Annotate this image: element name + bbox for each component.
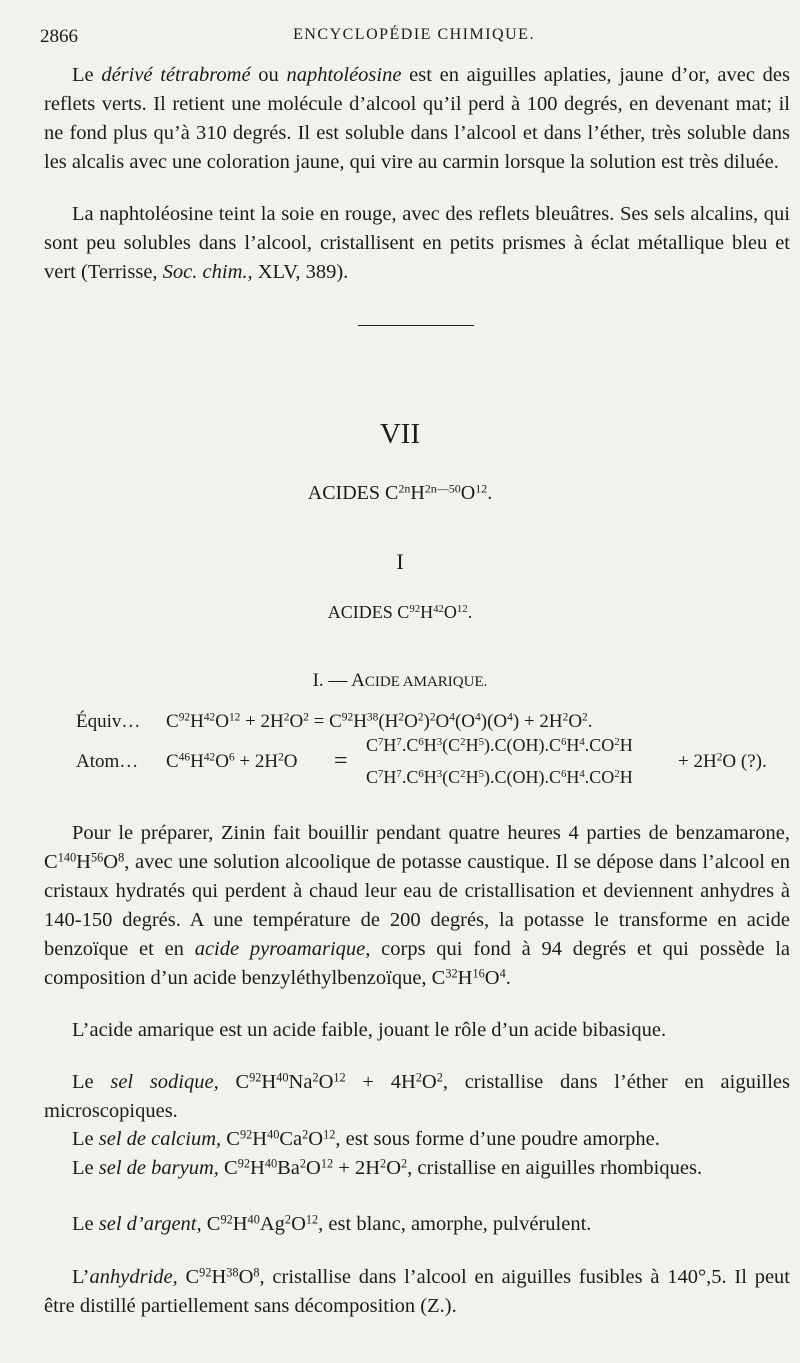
- equation-equiv-label: Équiv…: [76, 711, 141, 732]
- equation-atom-equals: =: [334, 748, 348, 774]
- paragraph-naphtoleosine: Le dérivé tétrabromé ou naphtoléosine est en aiguilles aplaties, jaune d’or, avec des reflets verts. Il retient une molécule d’alcool qu’il perd à 100 degrés, en devenant mat; il ne fond plus qu’à 310 degrés. Il est soluble dans l’alcool et dans l’éther, très soluble dans les alcalis avec une coloration jaune, qui vire au carmin lorsque la solution est très diluée.: [44, 64, 790, 173]
- paragraph-barium-salt: Le sel de baryum, $C^{92}H^{40}Ba^2O^{12} + 2H^2O^2$, cristallise en aiguilles rhombiques.: [72, 1156, 703, 1179]
- paragraph-naphtoleosine-dyeing: La naphtoléosine teint la soie en rouge, avec des reflets bleuâtres. Ses sels alcalins, qui sont peu solubles dans l’alcool, cristallisent en petits prismes à éclat métallique bleu et vert (Terrisse, Soc. chim., XLV, 389).: [44, 203, 790, 283]
- term-derive-tetrabrome: dérivé tétrabromé: [101, 64, 251, 86]
- term-naphtoleosine: naphtoléosine: [286, 64, 402, 86]
- subsection-roman-numeral: I: [396, 549, 404, 574]
- section-roman-numeral: VII: [379, 418, 421, 450]
- section-heading: ACIDES $C^{2n}H^{2n—50}O^{12}$.: [307, 481, 493, 504]
- paragraph-anhydride: L’anhydride, $C^{92}H^{38}O^8$, cristallise dans l’alcool en aiguilles fusibles à 140°,5. Il peut être distillé partiellement sans décomposition (Z.).: [44, 1265, 791, 1317]
- paragraph-silver-salt: Le sel d’argent, $C^{92}H^{40}Ag^2O^{12}$, est blanc, amorphe, pulvérulent.: [72, 1212, 592, 1235]
- section-divider: [358, 325, 474, 326]
- equation-atom-upper: $C^7H^7.C^6H^3(C^2H^5).C(OH).C^6H^4.CO^2H$: [366, 735, 633, 755]
- equation-atom-left: $C^{46}H^{42}O^6 + 2H^2O$: [166, 751, 298, 772]
- article-heading: I. — ACIDE AMARIQUE.: [312, 670, 488, 691]
- subsection-heading: ACIDES $C^{92}H^{42}O^{12}$.: [327, 602, 473, 622]
- page-number: 2866: [40, 26, 78, 47]
- paragraph-acid-properties: L’acide amarique est un acide faible, jouant le rôle d’un acide bibasique.: [72, 1019, 667, 1041]
- running-title: ENCYCLOPÉDIE CHIMIQUE.: [293, 26, 535, 43]
- paragraph-calcium-salt: Le sel de calcium, $C^{92}H^{40}Ca^2O^{12}$, est sous forme d’une poudre amorphe.: [72, 1127, 660, 1150]
- running-header: [40, 26, 788, 52]
- equation-atom-lower: $C^7H^7.C^6H^3(C^2H^5).C(OH).C^6H^4.CO^2H$: [366, 767, 633, 787]
- paragraph-sodium-salt: Le sel sodique, $C^{92}H^{40}Na^2O^{12} + 4H^2O^2$, cristallise dans l’éther en aiguilles microscopiques.: [44, 1070, 790, 1122]
- equation-atom-label: Atom…: [76, 751, 139, 772]
- equation-equiv: $C^{92}H^{42}O^{12} + 2H^2O^2 = C^{92}H^{38}(H^2O^2)^2O^4(O^4)(O^4) + 2H^2O^2$.: [166, 711, 593, 732]
- citation-journal: Soc. chim.: [162, 261, 248, 283]
- paragraph-preparation: Pour le préparer, Zinin fait bouillir pendant quatre heures 4 parties de benzamarone, $C^{140}H^{56}O^8$, avec une solution alcoolique de potasse caustique. Il se dépose dans l’alcool en cristaux hydratés qui perdent à chaud leur eau de cristallisation et deviennent anhydres à 140-150 degrés. A une température de 200 degrés, la potasse le transforme en acide benzoïque et en acide pyroamarique, corps qui fond à 94 degrés et qui possède la composition d’un acide benzyléthylbenzoïque, $C^{32}H^{16}O^4$.: [44, 822, 790, 989]
- equation-atom-tail: + $2H^2O$ (?).: [678, 751, 767, 772]
